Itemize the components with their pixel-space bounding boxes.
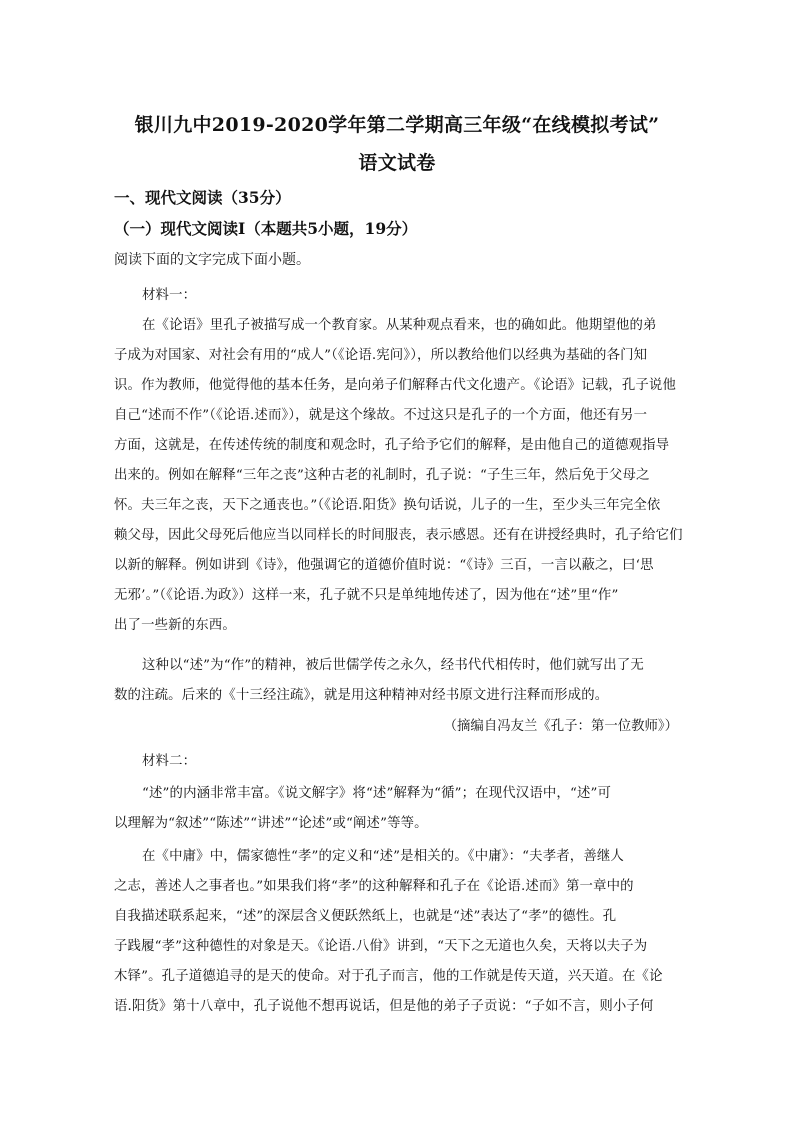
text-line: 自己“述而不作”（《论语.述而》），就是这个缘故。不过这只是孔子的一个方面，他还有另一 (114, 408, 648, 423)
text-line: 自我描述联系起来，“述”的深层含义便跃然纸上，也就是“述”表达了“孝”的德性。孔 (114, 909, 617, 924)
text-line: 以理解为“叙述”“陈述”“讲述”“论述”或“阐述”等等。 (114, 816, 428, 831)
subsection-heading: （一）现代文阅读Ⅰ（本题共5小题，19分） (114, 219, 418, 238)
reading-instruction: 阅读下面的文字完成下面小题。 (114, 252, 310, 268)
text-line: 木铎”。孔子道德追寻的是天的使命。对于孔子而言，他的工作就是传天道，兴天道。在《论 (114, 969, 663, 984)
text-line: 赖父母，因此父母死后他应当以同样长的时间服丧，表示感恩。还有在讲授经典时，孔子给它们 (114, 528, 683, 543)
text-line: 子践履“孝”这种德性的对象是天。《论语.八佾》讲到，“天下之无道也久矣，天将以夫子为 (114, 939, 648, 954)
section-heading: 一、现代文阅读（35分） (114, 188, 291, 207)
text-line: 无邪’。”（《论语.为政》）这样一来，孔子就不只是单纯地传述了，因为他在“述”里“作” (114, 588, 619, 603)
text-line: 怀。夫三年之丧，天下之通丧也。”（《论语.阳货》换句话说，儿子的一生，至少头三年完全依 (114, 498, 661, 513)
material-label: 材料二： (142, 754, 197, 769)
text-line: 在《中庸》中，儒家德性“孝”的定义和“述”是相关的。《中庸》：“夫孝者，善继人 (142, 849, 624, 864)
text-line: 识。作为教师，他觉得他的基本任务，是向弟子们解释古代文化遗产。《论语》记载，孔子说他 (114, 378, 677, 393)
exam-title: 银川九中2019-2020学年第二学期高三年级“在线模拟考试” (134, 114, 660, 136)
text-line: 在《论语》里孔子被描写成一个教育家。从某种观点看来，也的确如此。他期望他的弟 (142, 318, 657, 333)
text-line: 出来的。例如在解释“三年之丧”这种古老的礼制时，孔子说：“子生三年，然后免于父母之 (114, 468, 650, 483)
text-line: 数的注疏。后来的《十三经注疏》，就是用这种精神对经书原文进行注释而形成的。 (114, 688, 609, 703)
exam-subtitle: 语文试卷 (358, 152, 436, 174)
text-line: 以新的解释。例如讲到《诗》，他强调它的道德价值时说：“《诗》三百，一言以蔽之，曰‘思 (114, 558, 654, 573)
text-line: 语.阳货》第十八章中，孔子说他不想再说话，但是他的弟子子贡说：“子如不言，则小子何 (114, 999, 654, 1014)
material-label: 材料一： (142, 288, 197, 303)
text-line: 之志，善述人之事者也。”如果我们将“孝”的这种解释和孔子在《论语.述而》第一章中的 (114, 879, 634, 894)
text-line: 出了一些新的东西。 (114, 618, 236, 633)
text-line: “述”的内涵非常丰富。《说文解字》将“述”解释为“循”；在现代汉语中，“述”可 (142, 786, 612, 801)
text-line: 这种以“述”为“作”的精神，被后世儒学传之永久，经书代代相传时，他们就写出了无 (142, 658, 644, 673)
text-line: 子成为对国家、对社会有用的“成人”（《论语.宪问》），所以教给他们以经典为基础的各门知 (114, 348, 648, 363)
text-line: 方面，这就是，在传述传统的制度和观念时，孔子给予它们的解释，是由他自己的道德观指导 (114, 438, 670, 453)
source-attribution: （摘编自冯友兰《孔子：第一位教师》） (443, 719, 678, 734)
